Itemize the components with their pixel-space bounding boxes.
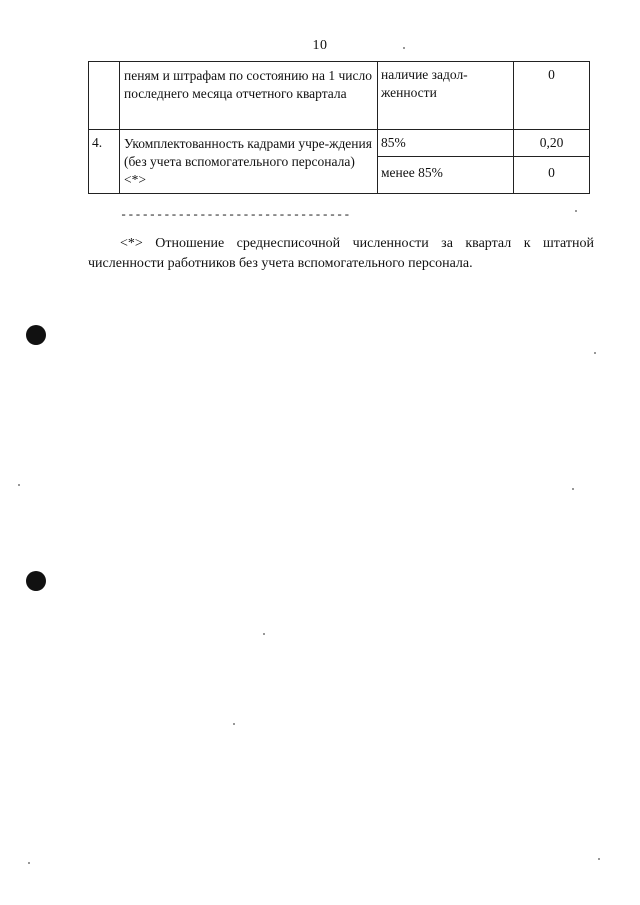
footnote-text: <*> Отношение среднесписочной численности за квартал к штатной численности работников без учета вспомогательного персонала. <box>88 236 594 271</box>
condition-cell: 85% <box>378 130 514 157</box>
score-cell: 0,20 <box>514 130 590 157</box>
row-description-cell: Укомплектованность кадрами учре-ждения (без учета вспомогательного персонала) <*> <box>120 130 378 194</box>
scan-speck <box>572 488 574 490</box>
table-row <box>89 130 590 157</box>
scan-speck <box>263 633 265 635</box>
condition-cell: менее 85% <box>378 157 514 194</box>
table-row <box>89 62 590 130</box>
scan-speck <box>18 484 20 486</box>
row-description-cell: пеням и штрафам по состоянию на 1 число последнего месяца отчетного квартала <box>120 62 378 130</box>
score-cell: 0 <box>514 157 590 194</box>
scan-speck <box>575 210 577 212</box>
score-cell: 0 <box>514 62 590 130</box>
footnote-separator: -------------------------------- <box>120 208 351 222</box>
row-number-cell <box>89 62 120 130</box>
criteria-table <box>88 61 590 194</box>
scan-speck <box>233 723 235 725</box>
scan-speck <box>598 858 600 860</box>
scan-speck <box>594 352 596 354</box>
page-number: 10 <box>312 38 328 53</box>
punch-hole-icon <box>26 571 46 591</box>
scan-speck <box>403 47 405 49</box>
condition-cell: наличие задол-женности <box>378 62 514 130</box>
row-number-cell: 4. <box>89 130 120 194</box>
scan-speck <box>28 862 30 864</box>
punch-hole-icon <box>26 325 46 345</box>
